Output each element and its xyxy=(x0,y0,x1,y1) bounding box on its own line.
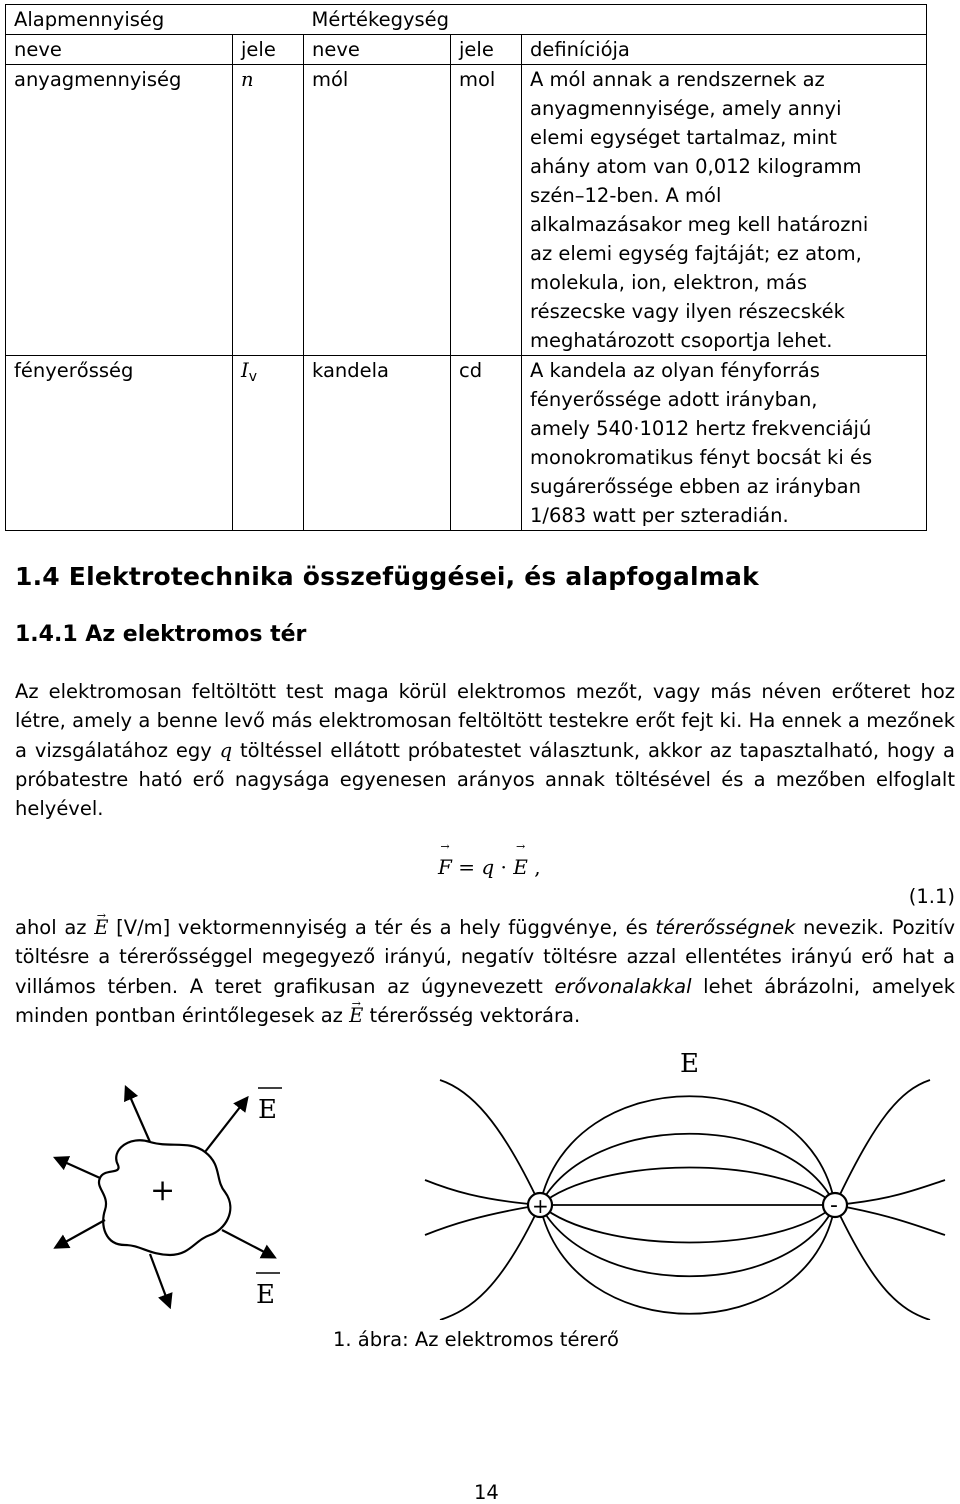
field-line xyxy=(440,1080,540,1205)
subsection-title: 1.4.1 Az elektromos tér xyxy=(15,622,307,647)
field-line xyxy=(150,1254,168,1302)
col-unit-symbol: jele xyxy=(451,35,522,65)
field-line xyxy=(540,1205,835,1276)
field-line xyxy=(835,1205,945,1235)
field-line xyxy=(540,1168,835,1206)
electric-field-figure xyxy=(0,1040,960,1320)
quantity-symbol: n xyxy=(233,65,304,356)
unit-name: mól xyxy=(304,65,451,356)
field-line xyxy=(540,1205,835,1243)
field-line xyxy=(835,1180,945,1205)
positive-charge-sign: + xyxy=(532,1194,549,1218)
unit-symbol: cd xyxy=(451,356,522,531)
header-unit: Mértékegység xyxy=(304,5,927,35)
field-line xyxy=(540,1134,835,1205)
field-line xyxy=(425,1180,540,1205)
body-paragraph-field-intro: Az elektromosan feltöltött test maga körül elektromos mezőt, vagy más néven erőteret hoz létre, amely a benne levő más elektromosan feltöltött testekre erőt fejt ki. Ha ennek a mezőnek a vizsgálatához egy q töltéssel ellátott próbatestet választunk, akkor az tapasztalható, hogy a próbatestre ható erő nagysága egyenesen arányos annak töltésével és a mezőben elfoglalt helyével. xyxy=(15,680,955,821)
table-row xyxy=(6,65,927,356)
unit-definition: A mól annak a rendszernek az anyagmennyisége, amely annyi elemi egységet tartalmaz, mint ahány atom van 0,012 kilogramm szén–12-ben. A mól alkalmazásakor meg kell határozni az elemi egység fajtáját; ez atom, molekula, ion, elektron, más részecske vagy ilyen részecskék meghatározott csoportja lehet. xyxy=(522,65,927,356)
field-line xyxy=(205,1102,244,1152)
col-unit-name: neve xyxy=(304,35,451,65)
field-line xyxy=(425,1205,540,1235)
quantity-name: anyagmennyiség xyxy=(6,65,233,356)
field-line xyxy=(835,1205,930,1320)
table-subheader-row xyxy=(6,35,927,65)
force-formula: → F = q · → E , xyxy=(438,855,541,879)
figure-caption: 1. ábra: Az elektromos térerő xyxy=(333,1328,619,1351)
col-name: neve xyxy=(6,35,233,65)
field-label-bottom: E xyxy=(256,1280,275,1310)
quantity-name: fényerősség xyxy=(6,356,233,531)
field-label-top: E xyxy=(258,1095,277,1125)
dipole-diagram xyxy=(425,1080,945,1320)
table-row xyxy=(6,356,927,531)
header-quantity: Alapmennyiség xyxy=(6,5,304,35)
col-symbol: jele xyxy=(233,35,304,65)
unit-symbol: mol xyxy=(451,65,522,356)
field-line xyxy=(835,1080,930,1205)
field-line xyxy=(540,1205,835,1314)
field-line xyxy=(128,1092,150,1142)
unit-name: kandela xyxy=(304,356,451,531)
field-line xyxy=(60,1220,105,1245)
equation-number: (1.1) xyxy=(908,885,955,908)
dipole-field-label: E xyxy=(680,1049,699,1079)
si-units-table xyxy=(5,4,927,531)
unit-definition: A kandela az olyan fényforrás fényerőssége adott irányban, amely 540·1012 hertz frekvenciájú monokromatikus fényt bocsát ki és sugárerőssége ebben az irányban 1/683 watt per szteradián. xyxy=(522,356,927,531)
page-number: 14 xyxy=(474,1481,499,1504)
body-paragraph-field-strength: ahol az → E [V/m] vektormennyiség a tér és a hely függvénye, és térerősségnek nevezik. Pozitív töltésre a térerősséggel megegyező irányú, negatív töltésre azzal ellentétes irányú erő hat a villámos térben. A teret grafikusan az úgynevezett erővonalakkal lehet ábrázolni, amelyek minden pontban érintőlegesek az → E térerősség vektorára. xyxy=(15,913,955,1030)
positive-charge-sign: + xyxy=(150,1173,176,1208)
table-header-row xyxy=(6,5,927,35)
section-title: 1.4 Elektrotechnika összefüggései, és alapfogalmak xyxy=(15,562,759,591)
field-line xyxy=(540,1096,835,1205)
field-line xyxy=(222,1230,270,1255)
quantity-symbol: $I_v$ xyxy=(233,356,304,531)
field-line xyxy=(60,1160,100,1178)
col-definition: definíciója xyxy=(522,35,927,65)
negative-charge-sign: - xyxy=(830,1193,838,1218)
field-line xyxy=(440,1205,540,1320)
